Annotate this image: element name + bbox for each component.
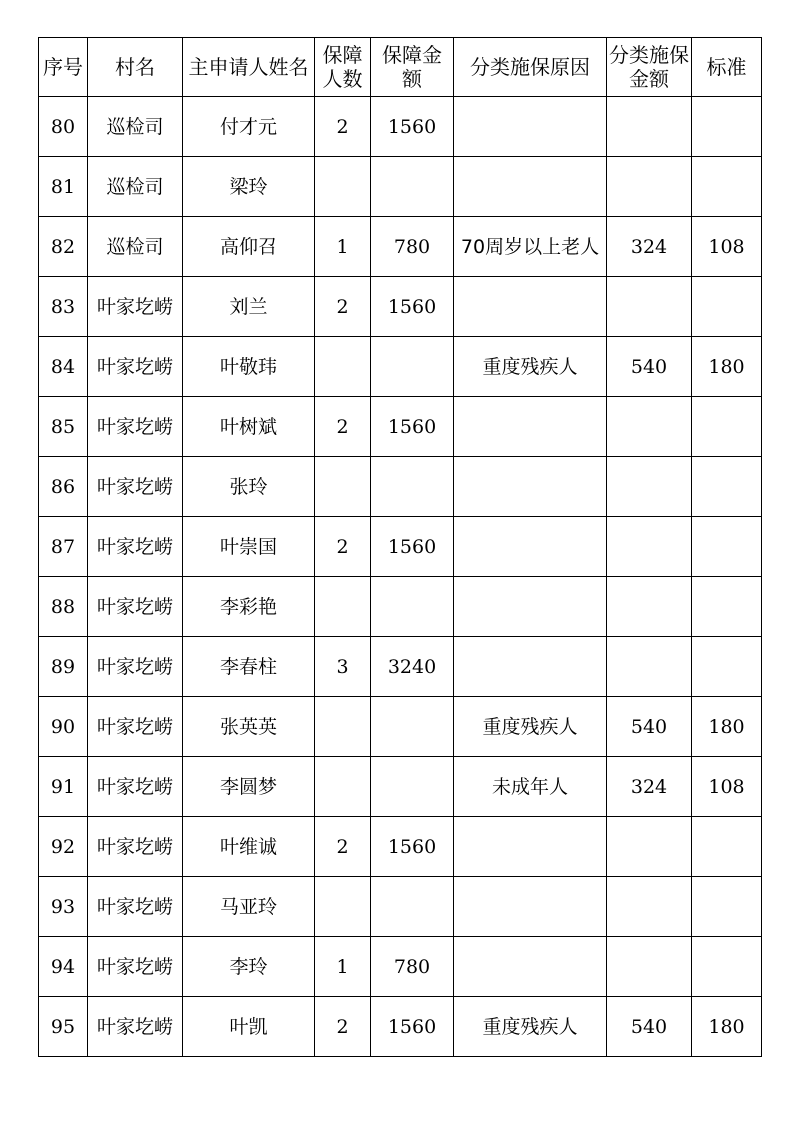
cell-serial-no: 88 <box>39 577 88 637</box>
cell-standard: 180 <box>692 997 762 1057</box>
cell-standard <box>692 937 762 997</box>
cell-coverage-amount: 3240 <box>371 637 454 697</box>
cell-village: 叶家圪崂 <box>88 337 183 397</box>
cell-classified-amount <box>607 637 692 697</box>
cell-village: 叶家圪崂 <box>88 517 183 577</box>
table-row <box>39 397 762 457</box>
cell-standard <box>692 577 762 637</box>
cell-applicant-name: 李玲 <box>183 937 315 997</box>
cell-serial-no: 82 <box>39 217 88 277</box>
cell-standard <box>692 637 762 697</box>
cell-classified-reason <box>454 517 607 577</box>
table-row <box>39 457 762 517</box>
cell-standard <box>692 877 762 937</box>
cell-classified-amount: 540 <box>607 697 692 757</box>
cell-serial-no: 95 <box>39 997 88 1057</box>
cell-covered-count <box>315 337 371 397</box>
cell-standard: 180 <box>692 337 762 397</box>
cell-standard: 108 <box>692 757 762 817</box>
cell-serial-no: 91 <box>39 757 88 817</box>
cell-applicant-name: 叶凯 <box>183 997 315 1057</box>
cell-serial-no: 80 <box>39 97 88 157</box>
cell-coverage-amount: 780 <box>371 937 454 997</box>
cell-covered-count: 2 <box>315 97 371 157</box>
cell-applicant-name: 叶维诚 <box>183 817 315 877</box>
cell-classified-amount <box>607 97 692 157</box>
header-coverage-amount: 保障金额 <box>371 38 454 97</box>
cell-coverage-amount: 1560 <box>371 397 454 457</box>
cell-serial-no: 81 <box>39 157 88 217</box>
cell-classified-amount <box>607 877 692 937</box>
cell-applicant-name: 叶敬玮 <box>183 337 315 397</box>
cell-village: 叶家圪崂 <box>88 877 183 937</box>
cell-covered-count: 2 <box>315 997 371 1057</box>
cell-classified-amount <box>607 517 692 577</box>
cell-covered-count <box>315 577 371 637</box>
cell-coverage-amount: 1560 <box>371 817 454 877</box>
table-row <box>39 757 762 817</box>
cell-classified-amount: 324 <box>607 757 692 817</box>
cell-classified-reason <box>454 637 607 697</box>
cell-village: 巡检司 <box>88 157 183 217</box>
table-header <box>39 38 762 97</box>
cell-standard <box>692 457 762 517</box>
cell-coverage-amount: 1560 <box>371 97 454 157</box>
cell-standard <box>692 277 762 337</box>
assistance-roster-table <box>38 37 762 1057</box>
cell-serial-no: 87 <box>39 517 88 577</box>
cell-covered-count: 1 <box>315 217 371 277</box>
header-covered-count: 保障人数 <box>315 38 371 97</box>
cell-classified-reason <box>454 817 607 877</box>
cell-covered-count <box>315 457 371 517</box>
table-row <box>39 97 762 157</box>
cell-applicant-name: 叶崇国 <box>183 517 315 577</box>
cell-applicant-name: 刘兰 <box>183 277 315 337</box>
cell-village: 叶家圪崂 <box>88 277 183 337</box>
cell-standard: 180 <box>692 697 762 757</box>
cell-classified-amount <box>607 937 692 997</box>
cell-applicant-name: 张英英 <box>183 697 315 757</box>
cell-standard: 108 <box>692 217 762 277</box>
header-classified-reason: 分类施保原因 <box>454 38 607 97</box>
header-village: 村名 <box>88 38 183 97</box>
cell-coverage-amount: 1560 <box>371 997 454 1057</box>
cell-classified-reason <box>454 457 607 517</box>
cell-classified-reason: 70周岁以上老人 <box>454 217 607 277</box>
cell-applicant-name: 叶树斌 <box>183 397 315 457</box>
cell-classified-amount <box>607 277 692 337</box>
cell-covered-count: 3 <box>315 637 371 697</box>
table-row <box>39 337 762 397</box>
cell-village: 叶家圪崂 <box>88 637 183 697</box>
cell-covered-count: 2 <box>315 277 371 337</box>
cell-classified-reason <box>454 577 607 637</box>
cell-covered-count <box>315 157 371 217</box>
cell-covered-count: 2 <box>315 817 371 877</box>
cell-coverage-amount <box>371 697 454 757</box>
cell-classified-reason <box>454 877 607 937</box>
cell-classified-reason <box>454 157 607 217</box>
cell-standard <box>692 157 762 217</box>
cell-serial-no: 84 <box>39 337 88 397</box>
table-row <box>39 697 762 757</box>
cell-classified-reason <box>454 397 607 457</box>
cell-applicant-name: 梁玲 <box>183 157 315 217</box>
table-row <box>39 997 762 1057</box>
cell-village: 巡检司 <box>88 97 183 157</box>
cell-village: 叶家圪崂 <box>88 577 183 637</box>
table-row <box>39 877 762 937</box>
table-body <box>39 97 762 1057</box>
cell-serial-no: 89 <box>39 637 88 697</box>
cell-classified-reason: 未成年人 <box>454 757 607 817</box>
table-row <box>39 937 762 997</box>
table-row <box>39 277 762 337</box>
cell-village: 叶家圪崂 <box>88 457 183 517</box>
cell-village: 叶家圪崂 <box>88 757 183 817</box>
cell-coverage-amount <box>371 877 454 937</box>
cell-applicant-name: 付才元 <box>183 97 315 157</box>
cell-serial-no: 85 <box>39 397 88 457</box>
cell-serial-no: 86 <box>39 457 88 517</box>
header-standard: 标准 <box>692 38 762 97</box>
cell-classified-amount: 540 <box>607 337 692 397</box>
cell-serial-no: 92 <box>39 817 88 877</box>
cell-coverage-amount: 1560 <box>371 517 454 577</box>
cell-coverage-amount: 1560 <box>371 277 454 337</box>
cell-classified-amount: 324 <box>607 217 692 277</box>
cell-classified-amount: 540 <box>607 997 692 1057</box>
cell-classified-amount <box>607 397 692 457</box>
table-row <box>39 517 762 577</box>
cell-classified-amount <box>607 157 692 217</box>
table-row <box>39 157 762 217</box>
cell-serial-no: 94 <box>39 937 88 997</box>
cell-village: 叶家圪崂 <box>88 937 183 997</box>
cell-coverage-amount <box>371 337 454 397</box>
header-serial-no: 序号 <box>39 38 88 97</box>
cell-covered-count: 2 <box>315 517 371 577</box>
cell-applicant-name: 马亚玲 <box>183 877 315 937</box>
cell-coverage-amount: 780 <box>371 217 454 277</box>
cell-applicant-name: 李春柱 <box>183 637 315 697</box>
cell-applicant-name: 李圆梦 <box>183 757 315 817</box>
cell-applicant-name: 李彩艳 <box>183 577 315 637</box>
cell-applicant-name: 张玲 <box>183 457 315 517</box>
cell-covered-count: 1 <box>315 937 371 997</box>
header-row <box>39 38 762 97</box>
cell-serial-no: 83 <box>39 277 88 337</box>
header-classified-amount: 分类施保金额 <box>607 38 692 97</box>
cell-serial-no: 93 <box>39 877 88 937</box>
cell-village: 叶家圪崂 <box>88 817 183 877</box>
cell-classified-reason <box>454 97 607 157</box>
cell-serial-no: 90 <box>39 697 88 757</box>
cell-village: 叶家圪崂 <box>88 397 183 457</box>
cell-classified-reason: 重度残疾人 <box>454 697 607 757</box>
cell-classified-reason: 重度残疾人 <box>454 337 607 397</box>
table-row <box>39 817 762 877</box>
cell-standard <box>692 97 762 157</box>
cell-classified-reason: 重度残疾人 <box>454 997 607 1057</box>
cell-covered-count <box>315 757 371 817</box>
cell-classified-amount <box>607 457 692 517</box>
table-row <box>39 637 762 697</box>
cell-village: 巡检司 <box>88 217 183 277</box>
header-applicant-name: 主申请人姓名 <box>183 38 315 97</box>
table-row <box>39 577 762 637</box>
cell-village: 叶家圪崂 <box>88 697 183 757</box>
cell-applicant-name: 高仰召 <box>183 217 315 277</box>
cell-coverage-amount <box>371 577 454 637</box>
cell-village: 叶家圪崂 <box>88 997 183 1057</box>
cell-coverage-amount <box>371 757 454 817</box>
cell-standard <box>692 517 762 577</box>
cell-coverage-amount <box>371 157 454 217</box>
cell-classified-reason <box>454 277 607 337</box>
cell-covered-count <box>315 877 371 937</box>
cell-standard <box>692 397 762 457</box>
cell-classified-amount <box>607 577 692 637</box>
table-row <box>39 217 762 277</box>
cell-covered-count: 2 <box>315 397 371 457</box>
cell-covered-count <box>315 697 371 757</box>
cell-coverage-amount <box>371 457 454 517</box>
cell-classified-reason <box>454 937 607 997</box>
cell-classified-amount <box>607 817 692 877</box>
cell-standard <box>692 817 762 877</box>
